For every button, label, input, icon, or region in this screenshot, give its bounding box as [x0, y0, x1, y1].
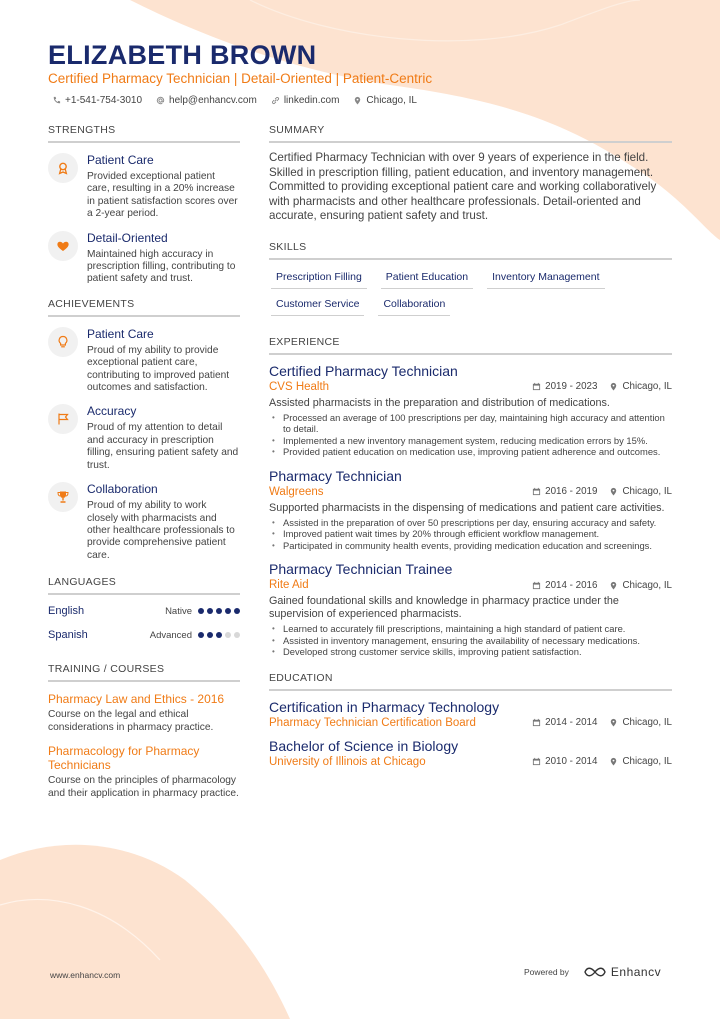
rating-dot-filled — [234, 608, 240, 614]
skill-tag: Customer Service — [271, 295, 364, 316]
job-bullets — [269, 623, 672, 658]
achievement-description: Proud of my ability to work closely with pharmacists and other healthcare professionals to provide comprehensive patient care. — [87, 500, 235, 561]
strength-description: Maintained high accuracy in prescription filling, contributing to patient safety and trust. — [87, 248, 236, 285]
job-bullet: • Developed strong customer service skills, improving patient satisfaction. — [269, 646, 672, 658]
achievements-heading: ACHIEVEMENTS — [48, 298, 240, 317]
job-dates: 2014 - 2016 — [545, 579, 598, 591]
calendar-icon — [532, 757, 541, 766]
candidate-name: ELIZABETH BROWN — [48, 40, 317, 70]
achievement-title: Collaboration — [87, 482, 158, 497]
skill-tag: Prescription Filling — [271, 268, 367, 289]
course-description: Course on the legal and ethical considerations in pharmacy practice. — [48, 709, 214, 733]
strength-item — [48, 231, 240, 286]
job-company: Rite Aid — [269, 579, 309, 592]
achievement-title: Patient Care — [87, 326, 154, 341]
job-location: Chicago, IL — [622, 381, 672, 393]
job-bullets — [269, 412, 672, 458]
training-section — [48, 663, 240, 800]
language-item — [48, 623, 240, 647]
job-dates: 2016 - 2019 — [545, 486, 598, 498]
school-name: University of Illinois at Chicago — [269, 755, 426, 768]
rating-dot-filled — [198, 632, 204, 638]
summary-heading: SUMMARY — [269, 124, 672, 143]
phone-icon — [52, 96, 61, 105]
job-bullet: • Assisted in inventory management, ensuring the availability of necessary medications. — [269, 635, 672, 647]
rating-dot-filled — [216, 608, 222, 614]
summary-text: Certified Pharmacy Technician with over 9 years of experience in the field. Skilled in prescription filling, patient education, and inventory management. Committed to providing exceptional patient care and working collaboratively with pharmacists and other healthcare professionals. Detail-oriented and accurate, ensuring patient safety and trust. — [269, 151, 657, 223]
job-description: Gained foundational skills and knowledge in pharmacy practice under the supervision of experienced pharmacists. — [269, 595, 619, 621]
contact-email[interactable] — [156, 95, 257, 106]
trophy-icon — [48, 482, 78, 512]
strength-title: Patient Care — [87, 153, 154, 167]
lightbulb-icon — [48, 327, 78, 357]
language-level: Advanced — [149, 629, 192, 641]
achievement-description: Proud of my attention to detail and accuracy in prescription filling, ensuring patient safety and trust. — [87, 422, 239, 471]
rating-dot-filled — [207, 632, 213, 638]
achievement-item — [48, 482, 240, 562]
experience-section — [269, 336, 672, 658]
contact-info — [52, 95, 417, 106]
at-icon — [156, 96, 165, 105]
contact-linkedin[interactable] — [271, 95, 340, 106]
job-company: Walgreens — [269, 485, 324, 498]
calendar-icon — [532, 487, 541, 496]
experience-entry — [269, 467, 672, 552]
brand-name: Enhancv — [610, 965, 662, 979]
course-title: Pharmacy Law and Ethics - 2016 — [48, 692, 225, 707]
education-dates: 2010 - 2014 — [545, 756, 598, 768]
skills-list — [269, 268, 672, 316]
job-location: Chicago, IL — [622, 486, 672, 498]
achievement-item — [48, 404, 240, 472]
language-name: English — [48, 605, 85, 618]
summary-section — [269, 124, 672, 224]
degree-title: Bachelor of Science in Biology — [269, 737, 459, 754]
contact-location-text: Chicago, IL — [366, 95, 417, 106]
language-item — [48, 599, 240, 623]
experience-entry — [269, 362, 672, 458]
rating-dot-filled — [198, 608, 204, 614]
job-bullet: • Assisted in the preparation of over 50 prescriptions per day, ensuring accuracy and safety. — [269, 517, 672, 529]
enhancv-logo[interactable] — [583, 965, 661, 979]
job-description: Supported pharmacists in the dispensing of medications and patient care activities. — [269, 501, 665, 514]
job-bullets — [269, 517, 672, 552]
education-entry — [269, 698, 672, 729]
job-bullet: • Provided patient education on medication use, improving patient adherence and outcomes. — [269, 446, 672, 458]
language-rating-dots — [198, 608, 240, 614]
job-description: Assisted pharmacists in the preparation and distribution of medications. — [269, 396, 610, 409]
language-level: Native — [165, 605, 192, 617]
languages-heading: LANGUAGES — [48, 576, 240, 595]
language-name: Spanish — [48, 629, 88, 642]
job-bullet: • Improved patient wait times by 20% through efficient workflow management. — [269, 528, 672, 540]
right-column — [269, 124, 672, 776]
course-title: Pharmacology for Pharmacy Technicians — [48, 744, 200, 773]
skills-heading: SKILLS — [269, 241, 672, 260]
skill-tag: Patient Education — [381, 268, 473, 289]
rating-dot-filled — [225, 608, 231, 614]
powered-by-label: Powered by — [524, 967, 569, 977]
training-heading: TRAINING / COURSES — [48, 663, 240, 682]
education-section — [269, 672, 672, 768]
rating-dot-empty — [225, 632, 231, 638]
education-dates: 2014 - 2014 — [545, 717, 598, 729]
job-bullet: • Participated in community health events, providing medication education and screenings. — [269, 540, 672, 552]
achievement-item — [48, 327, 240, 395]
skill-tag: Inventory Management — [487, 268, 604, 289]
school-name: Pharmacy Technician Certification Board — [269, 716, 476, 729]
calendar-icon — [532, 718, 541, 727]
language-rating-dots — [198, 632, 240, 638]
achievements-section — [48, 298, 240, 562]
achievement-description: Proud of my ability to provide exceptional patient care, contributing to improved patient outcomes and satisfaction. — [87, 344, 230, 394]
rating-dot-empty — [234, 632, 240, 638]
job-title: Certified Pharmacy Technician — [269, 362, 458, 379]
strengths-heading: STRENGTHS — [48, 124, 240, 143]
experience-heading: EXPERIENCE — [269, 336, 672, 355]
calendar-icon — [532, 382, 541, 391]
link-icon — [271, 96, 280, 105]
job-company: CVS Health — [269, 380, 330, 393]
strength-description: Provided exceptional patient care, resulting in a 20% increase in patient satisfaction scores over a 2-year period. — [87, 171, 238, 220]
job-location: Chicago, IL — [622, 579, 672, 591]
contact-phone[interactable] — [52, 95, 142, 106]
experience-entry — [269, 560, 672, 658]
skills-section — [269, 241, 672, 316]
heart-icon — [48, 231, 78, 261]
education-location: Chicago, IL — [622, 717, 672, 729]
calendar-icon — [532, 581, 541, 590]
achievement-title: Accuracy — [87, 404, 137, 419]
location-pin-icon — [609, 382, 618, 391]
languages-section — [48, 576, 240, 647]
rating-dot-filled — [207, 608, 213, 614]
footer-branding — [524, 965, 661, 979]
skill-tag: Collaboration — [378, 295, 450, 316]
job-bullet: • Implemented a new inventory management system, reducing medication errors by 15%. — [269, 435, 672, 447]
job-bullet: • Processed an average of 100 prescriptions per day, maintaining high accuracy and attention to detail. — [269, 412, 672, 435]
strength-title: Detail-Oriented — [87, 230, 168, 245]
left-column — [48, 124, 240, 811]
candidate-headline: Certified Pharmacy Technician | Detail-Oriented | Patient-Centric — [48, 71, 433, 86]
course-description: Course on the principles of pharmacology and their application in pharmacy practice. — [48, 775, 239, 799]
job-dates: 2019 - 2023 — [545, 381, 598, 393]
contact-linkedin-text: linkedin.com — [283, 95, 340, 106]
location-pin-icon — [609, 757, 618, 766]
strengths-section — [48, 124, 240, 286]
footer-website[interactable]: www.enhancv.com — [50, 970, 121, 980]
education-entry — [269, 737, 672, 768]
strength-item — [48, 153, 240, 221]
award-icon — [48, 153, 78, 183]
location-pin-icon — [353, 96, 362, 105]
job-title: Pharmacy Technician — [269, 467, 402, 484]
contact-email-text: help@enhancv.com — [169, 95, 257, 106]
degree-title: Certification in Pharmacy Technology — [269, 698, 500, 715]
contact-phone-text: +1-541-754-3010 — [65, 95, 143, 106]
education-location: Chicago, IL — [622, 756, 672, 768]
location-pin-icon — [609, 718, 618, 727]
education-heading: EDUCATION — [269, 672, 672, 691]
job-title: Pharmacy Technician Trainee — [269, 561, 453, 578]
contact-location — [353, 95, 417, 106]
location-pin-icon — [609, 487, 618, 496]
enhancv-logo-icon — [583, 966, 607, 978]
job-bullet: • Learned to accurately fill prescriptions, maintaining a high standard of patient care. — [269, 623, 672, 635]
flag-icon — [48, 404, 78, 434]
location-pin-icon — [609, 581, 618, 590]
rating-dot-filled — [216, 632, 222, 638]
